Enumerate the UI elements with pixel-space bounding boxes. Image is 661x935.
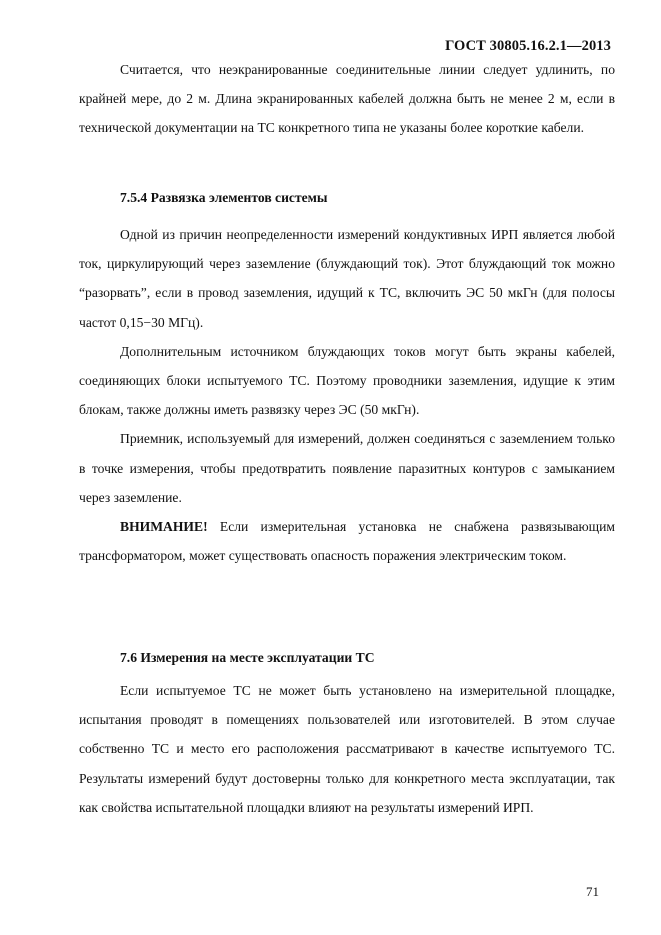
heading-7-5-4: 7.5.4 Развязка элементов системы: [120, 190, 328, 205]
paragraph-stray-current: Одной из причин неопределенности измерений кондуктивных ИРП является любой ток, циркулирующий через заземление (блуждающий ток). Этот блуждающий ток можно “разорвать”, если в провод заземления, идущий к ТС, включить ЭС 50 мкГн (для полосы частот 0,15−30 МГц).: [79, 227, 615, 330]
warning-lead: ВНИМАНИЕ!: [120, 519, 208, 535]
paragraph-cable-screens: Дополнительным источником блуждающих токов могут быть экраны кабелей, соединяющих блоки испытуемого ТС. Поэтому проводники заземления, идущие к этим блокам, также должны иметь развязку через ЭС (50 мкГн).: [79, 343, 615, 418]
section-7-6-body: [79, 676, 615, 822]
page-number: 71: [586, 884, 599, 899]
heading-7-6: 7.6 Измерения на месте эксплуатации ТС: [120, 650, 375, 665]
section-7-6: [79, 643, 615, 672]
section-continuation: [79, 55, 615, 143]
paragraph-cable-length: Считается, что неэкранированные соединительные линии следует удлинить, по крайней мере, до 2 м. Длина экранированных кабелей должна быть не менее 2 м, если в технической документации на ТС конкретного типа не указаны более короткие кабели.: [79, 62, 615, 136]
section-7-5-4-body: [79, 220, 615, 570]
paragraph-receiver-ground: Приемник, используемый для измерений, должен соединяться с заземлением только в точке измерения, чтобы предотвратить появление паразитных контуров с замыканием через заземление.: [79, 431, 615, 505]
warning-text: Если измерительная установка не снабжена развязывающим трансформатором, может существовать опасность поражения электрическим током.: [79, 519, 615, 564]
standard-header: ГОСТ 30805.16.2.1—2013: [445, 38, 611, 54]
paragraph-on-site-measurement: Если испытуемое ТС не может быть установлено на измерительной площадке, испытания проводят в помещениях пользователей или изготовителей. В этом случае собственно ТС и место его расположения рассматривают в качестве испытуемого ТС. Результаты измерений будут достоверны только для конкретного места эксплуатации, так как свойства испытательной площадки влияют на результаты измерений ИРП.: [79, 683, 615, 815]
paragraph-warning: [79, 512, 615, 570]
section-7-5-4: [79, 183, 615, 212]
